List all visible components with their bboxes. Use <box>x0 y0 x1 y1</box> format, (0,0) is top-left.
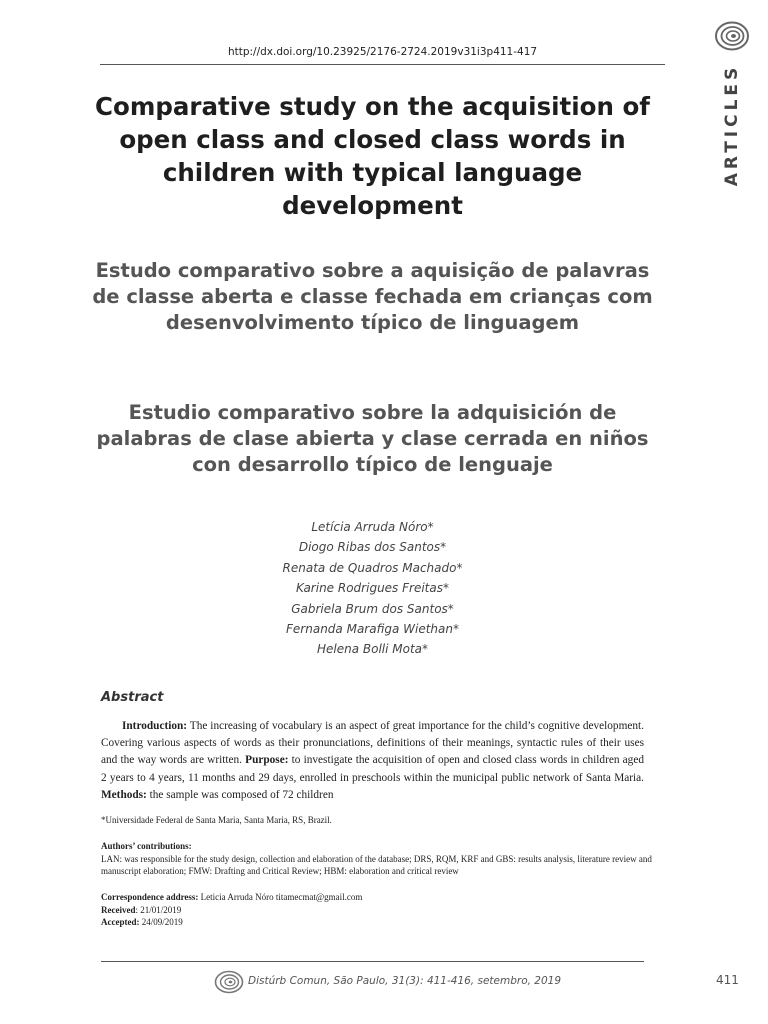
title-english: Comparative study on the acquisition of open class and closed class words in children with typical language development <box>95 92 650 220</box>
journal-citation: Distúrb Comun, São Paulo, 31(3): 411-416, setembro, 2019 <box>248 975 562 987</box>
page-number: 411 <box>716 973 739 987</box>
title-spanish: Estudio comparativo sobre la adquisición de palabras de clase abierta y clase cerrada en niños con desarrollo típico de lenguaje <box>96 401 649 476</box>
accepted-label: Accepted: <box>101 917 140 927</box>
journal-spiral-logo-icon <box>214 970 244 994</box>
abstract-body <box>101 718 644 804</box>
section-label <box>707 60 757 190</box>
contributions-footnote <box>101 840 661 878</box>
methods-label: Methods: <box>101 788 147 801</box>
purpose-text: to investigate the acquisition of open and closed class words in children aged 2 years to 4 years, 11 months and 29 days, enrolled in preschools within the municipal public network of Santa Maria. <box>101 754 644 784</box>
header-divider <box>100 64 665 65</box>
author-name: Gabriela Brum dos Santos* <box>291 601 454 616</box>
journal-spiral-logo-icon <box>714 20 750 52</box>
contributions-text: LAN: was responsible for the study design, collection and elaboration of the database; DRS, RQM, KRF and GBS: results analysis, literature review and manuscript elaboration; FMW: Drafting and Critical Review; HBM: elaboration and critical review <box>101 853 652 876</box>
doi-link[interactable]: http://dx.doi.org/10.23925/2176-2724.2019v31i3p411-417 <box>227 46 538 58</box>
author-list <box>200 517 545 660</box>
author-name: Diogo Ribas dos Santos* <box>298 540 447 555</box>
received-date: : 21/01/2019 <box>135 904 182 915</box>
abstract-heading: Abstract <box>101 690 164 705</box>
correspondence-footnote <box>101 891 661 929</box>
title-portuguese: Estudo comparativo sobre a aquisição de palavras de classe aberta e classe fechada em crianças com desenvolvimento típico de linguagem <box>92 259 653 334</box>
purpose-label: Purpose: <box>245 754 289 767</box>
author-name: Fernanda Marafiga Wiethan* <box>286 622 459 637</box>
author-name: Helena Bolli Mota* <box>316 642 429 657</box>
footer-divider <box>101 961 644 962</box>
section-label-text: ARTICLES <box>722 63 742 187</box>
correspondence-text: Leticia Arruda Nóro titamecmat@gmail.com <box>198 892 363 902</box>
intro-label: Introduction: <box>122 720 188 732</box>
affiliation-footnote: *Universidade Federal de Santa Maria, Santa Maria, RS, Brazil. <box>101 815 332 825</box>
correspondence-label: Correspondence address: <box>101 892 199 902</box>
methods-text: the sample was composed of 72 children <box>146 788 334 801</box>
author-name: Karine Rodrigues Freitas* <box>296 581 449 596</box>
accepted-date: 24/09/2019 <box>139 917 183 927</box>
contributions-label: Authors’ contributions: <box>101 841 192 851</box>
author-name: Letícia Arruda Nóro* <box>311 520 434 534</box>
author-name: Renata de Quadros Machado* <box>282 560 463 575</box>
intro-text: The increasing of vocabulary is an aspect of great importance for the child’s cognitive development. Covering various aspects of words as their pronunciations, definitions of their meanings, syntactic rules of their uses and the way words are written. <box>101 720 644 767</box>
received-label: Received <box>101 904 136 915</box>
